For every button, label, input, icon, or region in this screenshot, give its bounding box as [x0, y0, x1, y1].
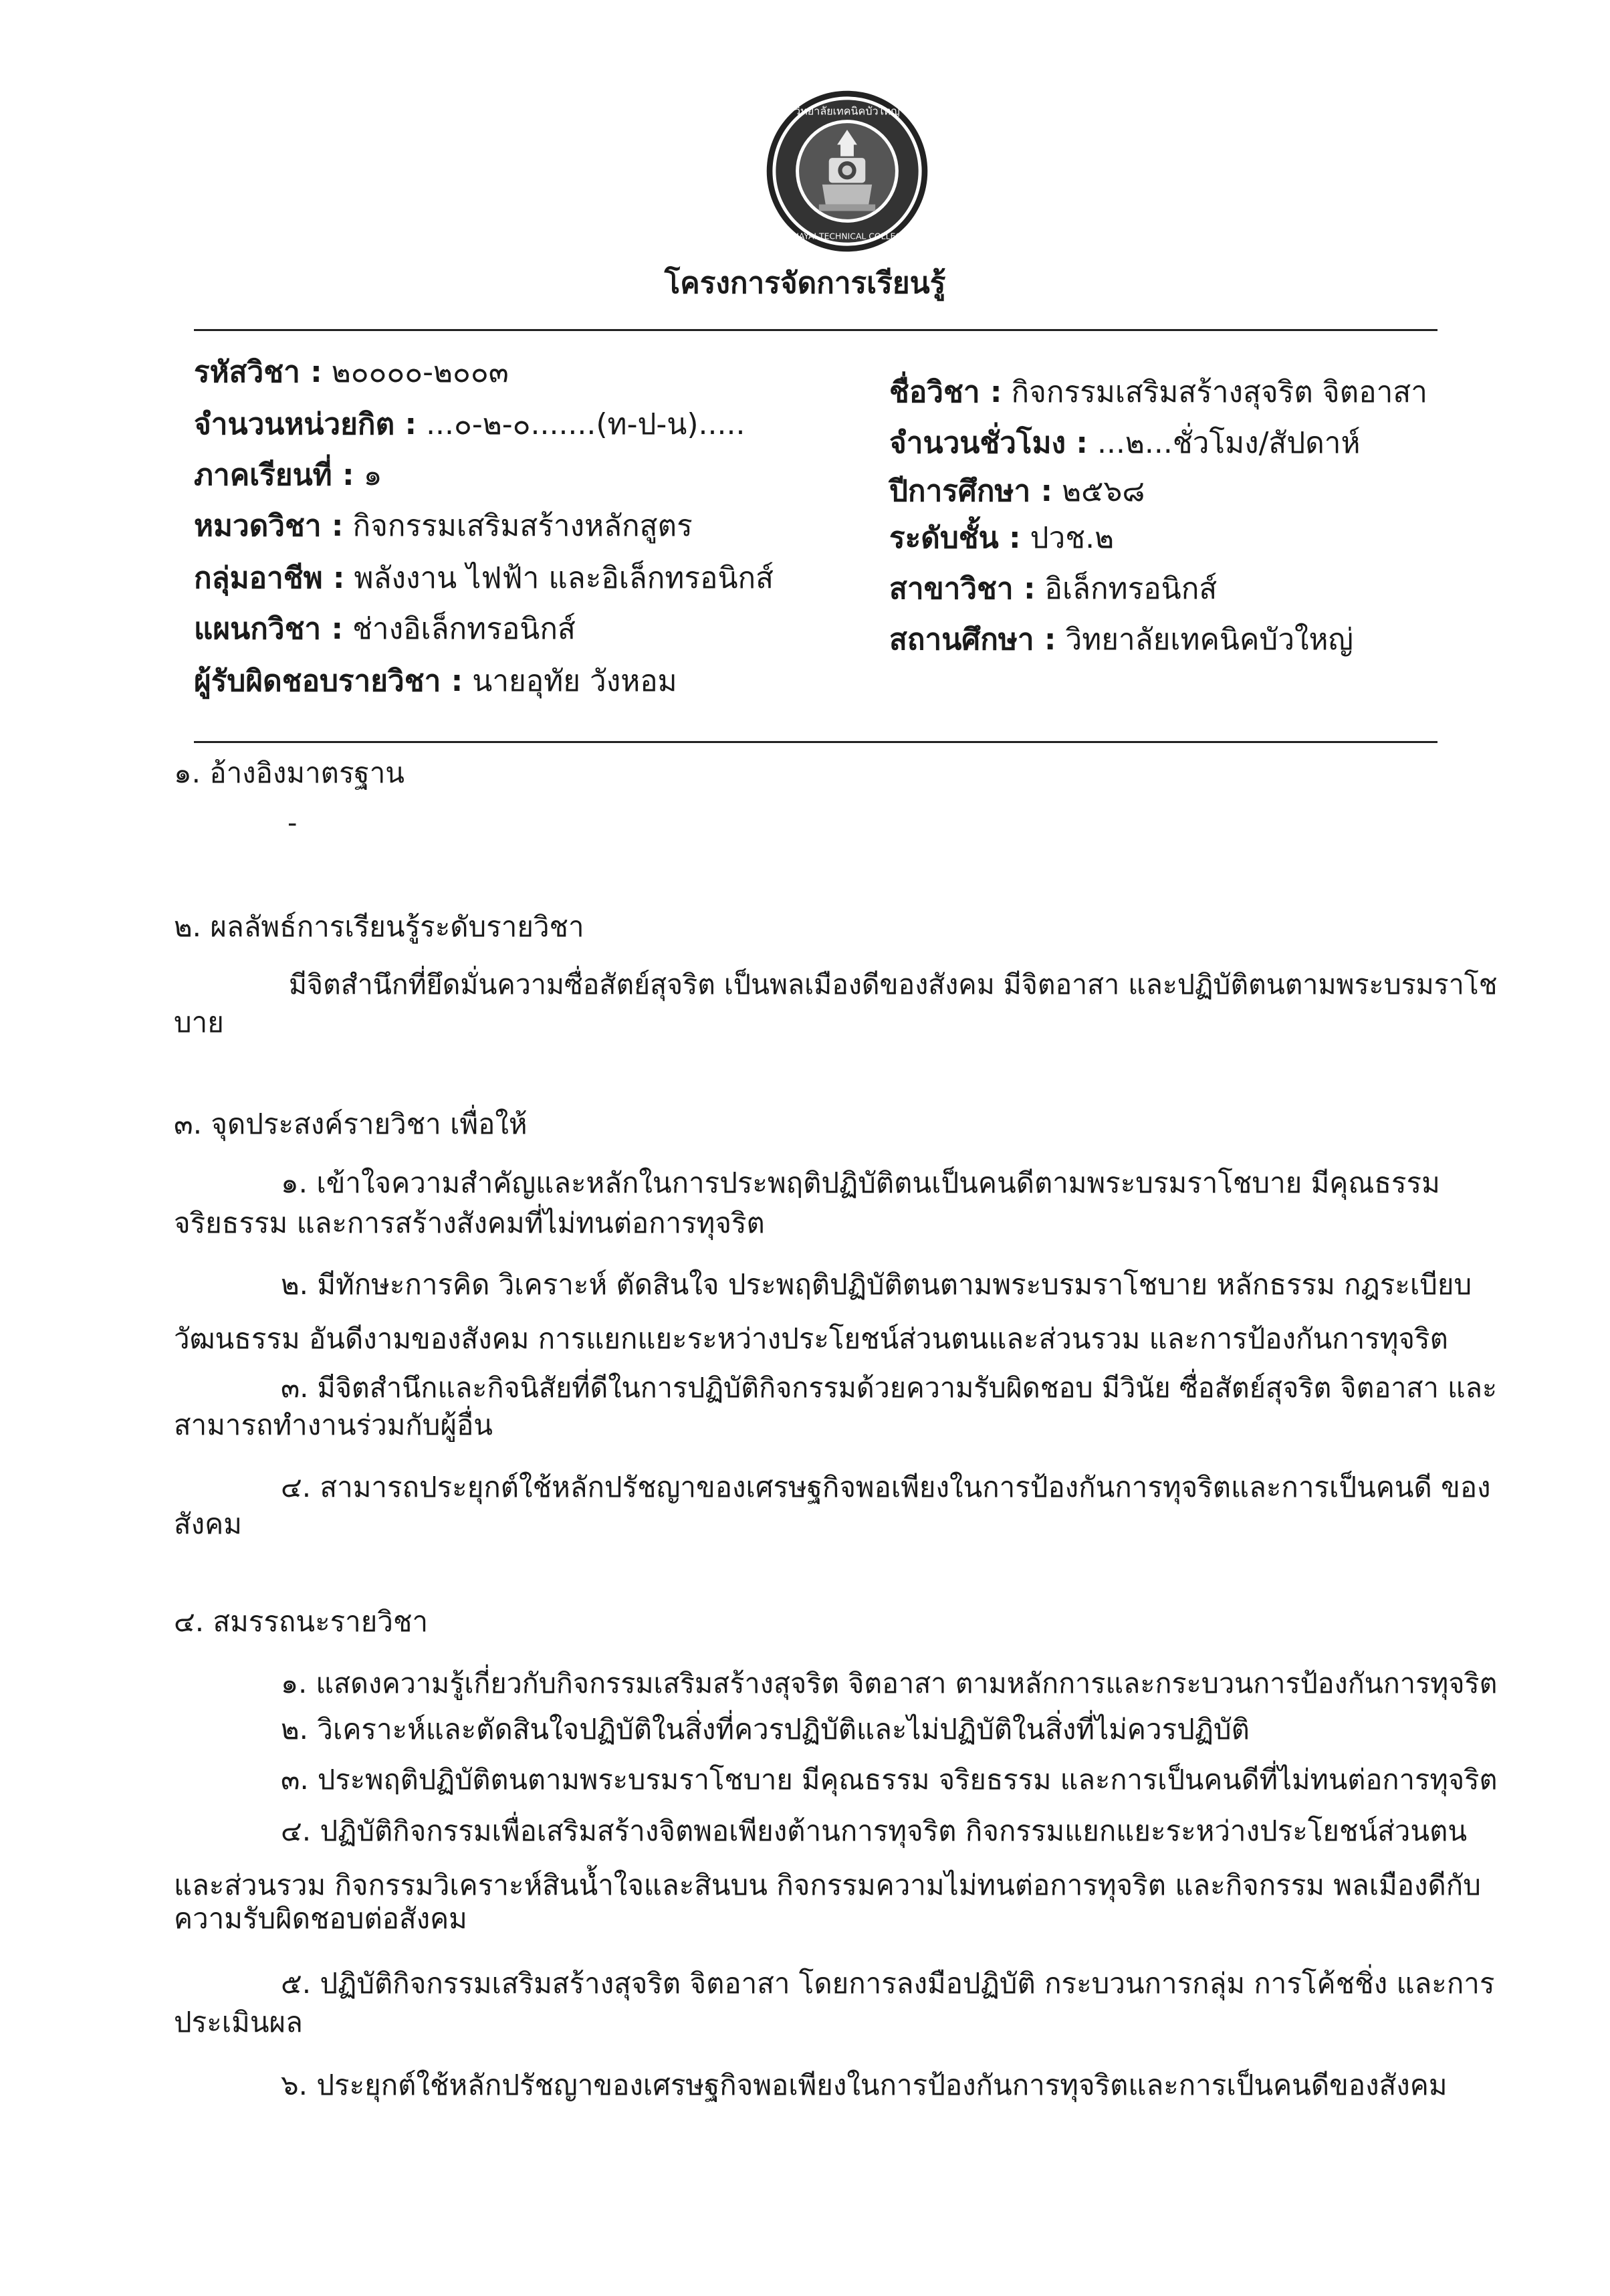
section3-heading: ๓. จุดประสงค์รายวิชา เพื่อให้ [174, 1108, 528, 1140]
section4-line: ๕. ปฏิบัติกิจกรรมเสริมสร้างสุจริต จิตอาสา โดยการลงมือปฏิบัติ กระบวนการกลุ่ม การโค้ชชิ่ง และการ [281, 1967, 1495, 2000]
credits-row [194, 407, 745, 441]
occupation-group-label: กลุ่มอาชีพ : [194, 561, 345, 595]
occupation-group-value: พลังงาน ไฟฟ้า และอิเล็กทรอนิกส์ [354, 561, 774, 595]
semester-row [194, 458, 382, 492]
section4-line: ๒. วิเคราะห์และตัดสินใจปฏิบัติในสิ่งที่ควรปฏิบัติและไม่ปฏิบัติในสิ่งที่ไม่ควรปฏิบัติ [281, 1713, 1250, 1746]
section3-line: ๑. เข้าใจความสำคัญและหลักในการประพฤติปฏิบัติตนเป็นคนดีตามพระบรมราโชบาย มีคุณธรรม [281, 1166, 1440, 1199]
course-code-value: ๒๐๐๐๐-๒๐๐๓ [331, 355, 509, 389]
instructor-label: ผู้รับผิดชอบรายวิชา : [194, 664, 463, 698]
section4-line: ๑. แสดงความรู้เกี่ยวกับกิจกรรมเสริมสร้างสุจริต จิตอาสา ตามหลักการและกระบวนการป้องกันการทุจริต [281, 1667, 1498, 1699]
credits-value: ...๐-๒-๐.......(ท-ป-น)..... [426, 407, 745, 441]
section4-line: และส่วนรวม กิจกรรมวิเคราะห์สินน้ำใจและสินบน กิจกรรมความไม่ทนต่อการทุจริต และกิจกรรม พลเมืองดีกับ [174, 1869, 1481, 1901]
svg-text:วิทยาลัยเทคนิคบัวใหญ่: วิทยาลัยเทคนิคบัวใหญ่ [794, 104, 900, 118]
section3-line: ๓. มีจิตสำนึกและกิจนิสัยที่ดีในการปฏิบัติกิจกรรมด้วยความรับผิดชอบ มีวินัย ซื่อสัตย์สุจริต จิตอาสา และ [281, 1372, 1498, 1404]
academic-year-row [889, 474, 1145, 508]
section4-line: ความรับผิดชอบต่อสังคม [174, 1902, 467, 1935]
major-row [889, 572, 1218, 606]
department-row [194, 612, 576, 646]
hours-label: จำนวนชั่วโมง : [889, 426, 1088, 460]
course-name-value: กิจกรรมเสริมสร้างสุจริต จิตอาสา [1011, 375, 1427, 409]
subject-group-value: กิจกรรมเสริมสร้างหลักสูตร [352, 509, 693, 543]
subject-group-row [194, 509, 693, 543]
subject-group-label: หมวดวิชา : [194, 509, 344, 543]
institution-value: วิทยาลัยเทคนิคบัวใหญ่ [1065, 623, 1354, 657]
section4-line: ๖. ประยุกต์ใช้หลักปรัชญาของเศรษฐกิจพอเพียงในการป้องกันการทุจริตและการเป็นคนดีของสังคม [281, 2069, 1448, 2101]
instructor-row [194, 664, 677, 698]
divider-bottom [194, 741, 1438, 743]
section3-line: สังคม [174, 1507, 242, 1540]
page-title: โครงการจัดการเรียนรู้ [664, 266, 946, 300]
section3-line: ๔. สามารถประยุกต์ใช้หลักปรัชญาของเศรษฐกิจพอเพียงในการป้องกันการทุจริตและการเป็นคนดี ของ [281, 1471, 1491, 1503]
occupation-group-row [194, 561, 774, 595]
section4-line: ๓. ประพฤติปฏิบัติตนตามพระบรมราโชบาย มีคุณธรรม จริยธรรม และการเป็นคนดีที่ไม่ทนต่อการทุจริต [281, 1763, 1498, 1796]
major-label: สาขาวิชา : [889, 572, 1036, 606]
department-value: ช่างอิเล็กทรอนิกส์ [352, 612, 576, 646]
institution-row [889, 625, 1353, 655]
section4-heading: ๔. สมรรถนะรายวิชา [174, 1605, 429, 1638]
credits-label: จำนวนหน่วยกิต : [194, 407, 417, 441]
section1-heading: ๑. อ้างอิงมาตรฐาน [174, 756, 405, 789]
course-code-label: รหัสวิชา : [194, 355, 322, 389]
section3-line: จริยธรรม และการสร้างสังคมที่ไม่ทนต่อการทุจริต [174, 1207, 765, 1239]
level-label: ระดับชั้น : [889, 521, 1021, 555]
section4-line: ๔. ปฏิบัติกิจกรรมเพื่อเสริมสร้างจิตพอเพียงต้านการทุจริต กิจกรรมแยกแยะระหว่างประโยชน์ส่วนตน [281, 1814, 1468, 1847]
course-name-row [889, 375, 1427, 409]
level-row [889, 521, 1115, 555]
academic-year-value: ๒๕๖๘ [1062, 474, 1145, 508]
institution-label: สถานศึกษา : [889, 623, 1056, 657]
svg-text:BUAYAI TECHNICAL COLLEGE: BUAYAI TECHNICAL COLLEGE [787, 231, 907, 241]
semester-label: ภาคเรียนที่ : [194, 458, 354, 492]
section3-line: ๒. มีทักษะการคิด วิเคราะห์ ตัดสินใจ ประพฤติปฏิบัติตนตามพระบรมราโชบาย หลักธรรม กฎระเบียบ [281, 1268, 1472, 1301]
section2-line: บาย [174, 1006, 224, 1039]
hours-value: ...๒...ชั่วโมง/สัปดาห์ [1097, 426, 1361, 460]
section2-line: มีจิตสำนึกที่ยึดมั่นความซื่อสัตย์สุจริต เป็นพลเมืองดีของสังคม มีจิตอาสา และปฏิบัติตนตามพระบรมราโช [289, 968, 1498, 1001]
section4-line: ประเมินผล [174, 2006, 303, 2039]
course-code-row [194, 355, 509, 389]
section2-heading: ๒. ผลลัพธ์การเรียนรู้ระดับรายวิชา [174, 910, 584, 943]
section3-line: วัฒนธรรม อันดีงามของสังคม การแยกแยะระหว่างประโยชน์ส่วนตนและส่วนรวม และการป้องกันการทุจริต [174, 1322, 1448, 1355]
hours-row [889, 426, 1361, 460]
department-label: แผนกวิชา : [194, 612, 344, 646]
semester-value: ๑ [363, 458, 382, 492]
academic-year-label: ปีการศึกษา : [889, 474, 1053, 508]
divider-top [194, 329, 1438, 331]
instructor-value: นายอุทัย วังหอม [472, 664, 677, 698]
college-seal-logo [764, 88, 930, 254]
course-name-label: ชื่อวิชา : [889, 375, 1002, 409]
section3-line: สามารถทำงานร่วมกับผู้อื่น [174, 1408, 493, 1441]
level-value: ปวช.๒ [1030, 521, 1115, 555]
section1-dash: - [288, 808, 298, 839]
major-value: อิเล็กทรอนิกส์ [1044, 572, 1218, 606]
